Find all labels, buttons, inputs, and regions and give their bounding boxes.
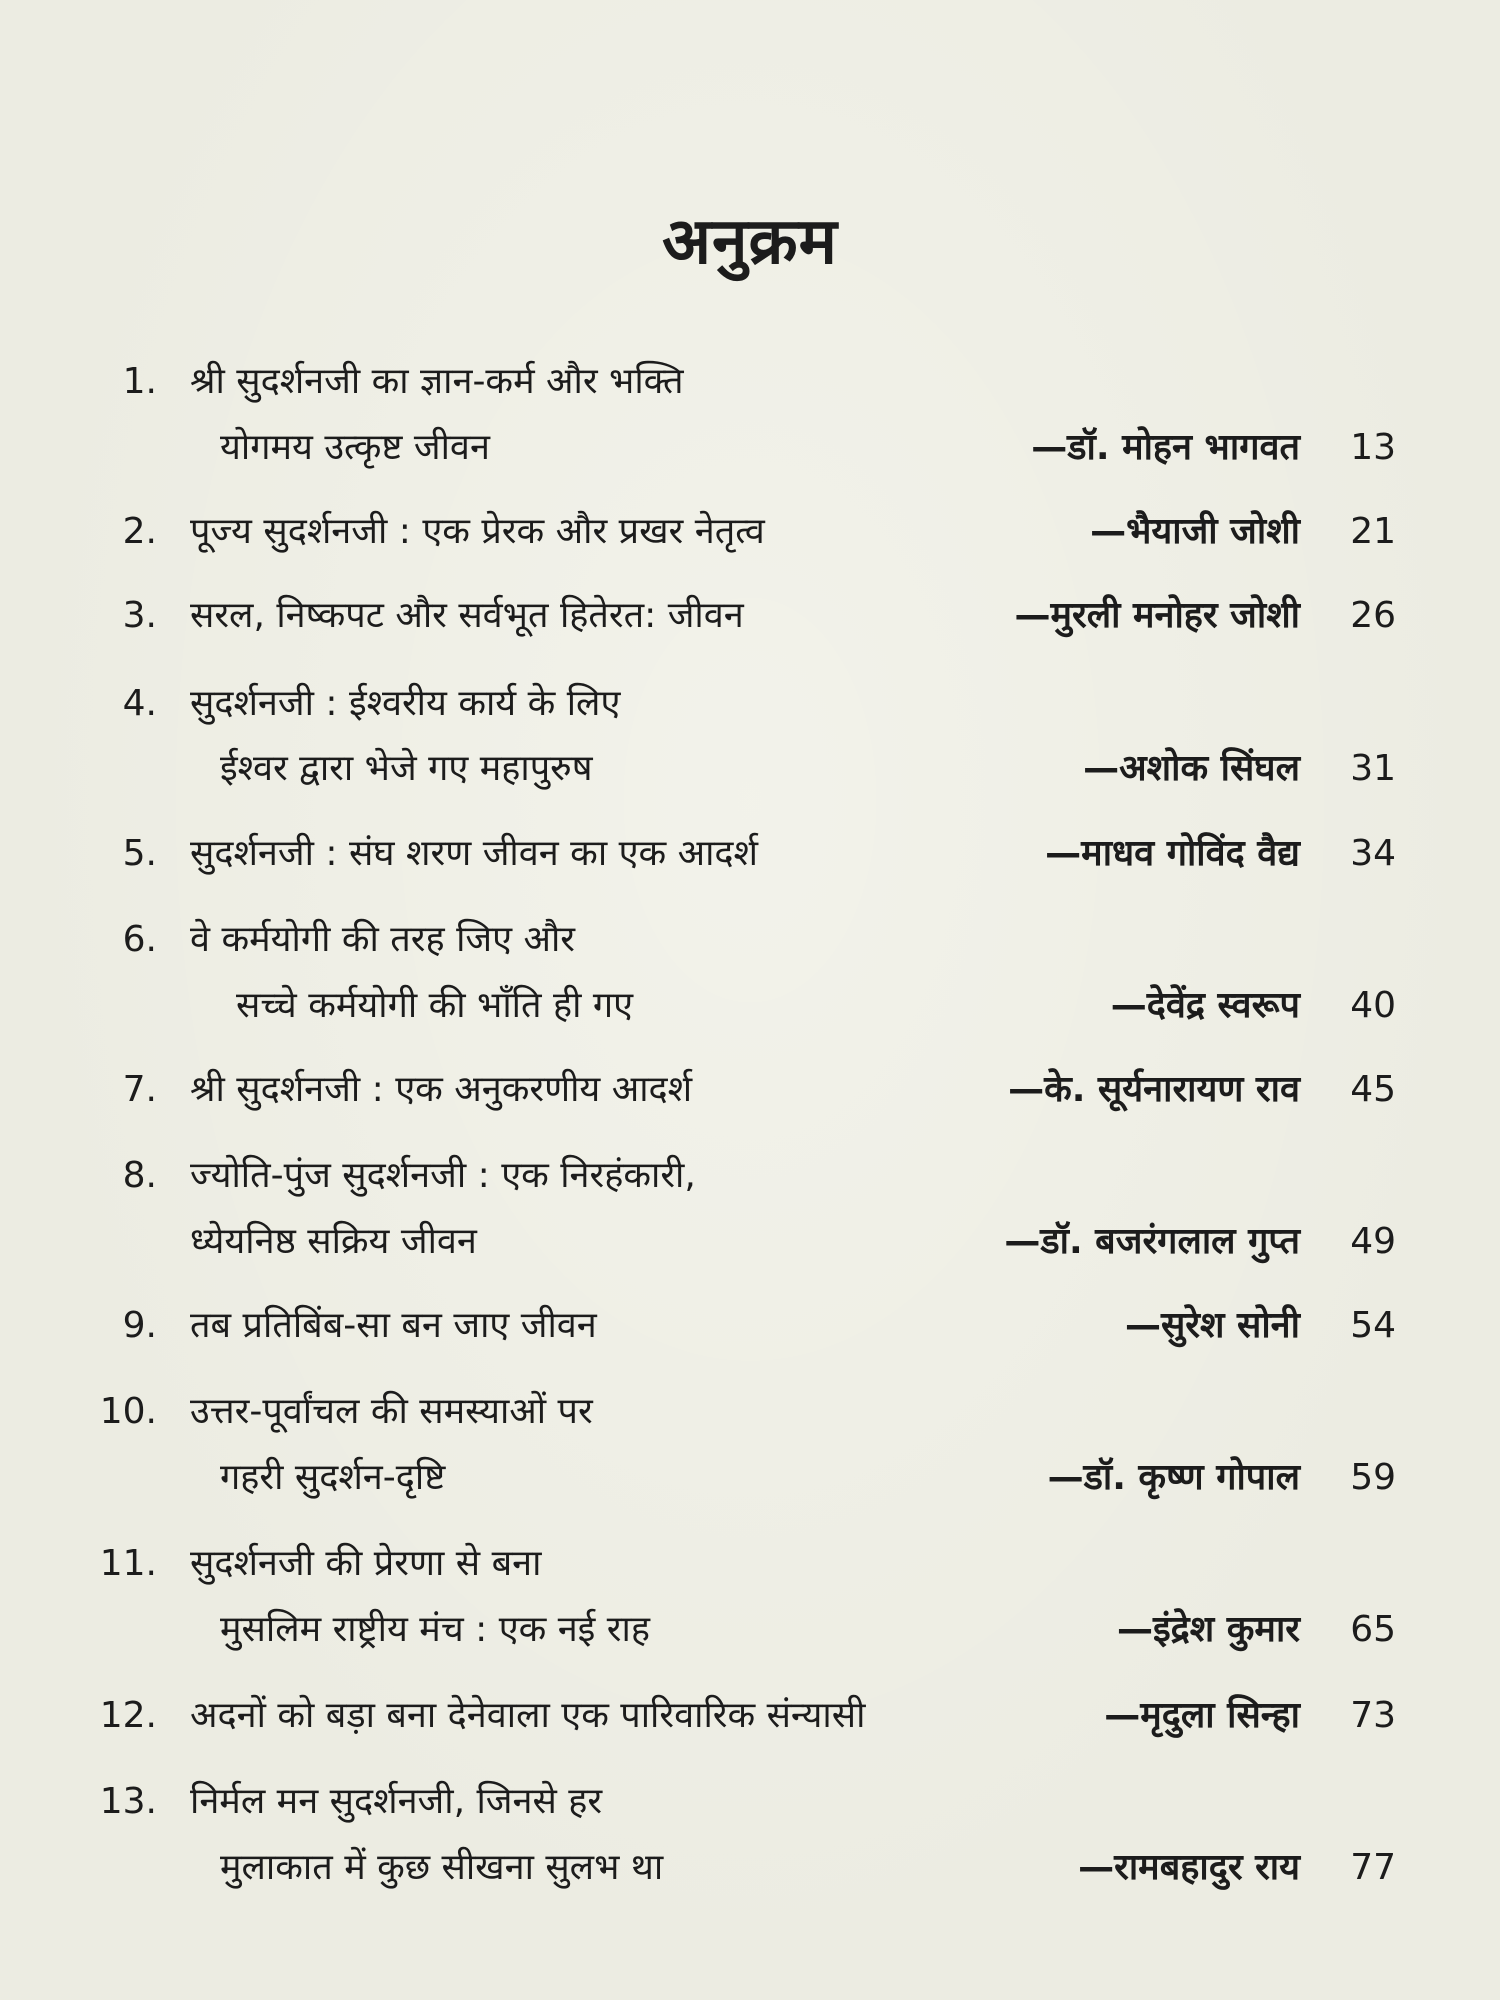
entry-number: 7. [122,1069,157,1110]
entry-title: ज्योति-पुंज सुदर्शनजी : एक निरहंकारी, [190,1155,696,1196]
entry-number: 11. [99,1543,157,1584]
toc-entry-9 [0,1296,1500,1356]
toc-entry-1-line2 [0,418,1500,478]
entry-number: 2. [122,511,157,552]
entry-page-number: 13 [1350,427,1396,468]
entry-page-number: 65 [1350,1609,1396,1650]
entry-page-number: 77 [1350,1847,1396,1888]
entry-page-number: 40 [1350,985,1396,1026]
entry-title: श्री सुदर्शनजी का ज्ञान-कर्म और भक्ति [190,361,684,402]
entry-author: —के. सूर्यनारायण राव [1008,1069,1300,1110]
entry-author: —डॉ. बजरंगलाल गुप्त [1004,1221,1300,1262]
toc-entry-3 [0,586,1500,646]
page-title: अनुक्रम [662,205,838,279]
toc-entry-5 [0,824,1500,884]
toc-entry-10-line1 [0,1382,1500,1442]
toc-entry-4-line2 [0,739,1500,799]
entry-title: सुदर्शनजी : ईश्वरीय कार्य के लिए [190,683,621,724]
entry-title: अदनों को बड़ा बना देनेवाला एक पारिवारिक संन्यासी [190,1695,866,1736]
toc-entry-12 [0,1686,1500,1746]
entry-author: —अशोक सिंघल [1083,748,1300,789]
toc-entry-10-line2 [0,1448,1500,1508]
entry-title: तब प्रतिबिंब-सा बन जाए जीवन [190,1305,597,1346]
entry-title: सुदर्शनजी : संघ शरण जीवन का एक आदर्श [190,833,758,874]
entry-number: 12. [99,1695,157,1736]
toc-entry-13-line1 [0,1772,1500,1832]
entry-title-continued: मुसलिम राष्ट्रीय मंच : एक नई राह [220,1609,650,1650]
entry-page-number: 54 [1350,1305,1396,1346]
entry-title-continued: ईश्वर द्वारा भेजे गए महापुरुष [220,748,593,789]
entry-page-number: 31 [1350,748,1396,789]
entry-title-continued: मुलाकात में कुछ सीखना सुलभ था [220,1847,664,1888]
entry-author: —माधव गोविंद वैद्य [1045,833,1300,874]
entry-title-continued: गहरी सुदर्शन-दृष्टि [220,1457,446,1498]
entry-title-continued: सच्चे कर्मयोगी की भाँति ही गए [236,985,634,1026]
toc-entry-8-line1 [0,1146,1500,1206]
toc-entry-11-line2 [0,1600,1500,1660]
toc-entry-11-line1 [0,1534,1500,1594]
toc-entry-13-line2 [0,1838,1500,1898]
entry-number: 9. [122,1305,157,1346]
entry-title: श्री सुदर्शनजी : एक अनुकरणीय आदर्श [190,1069,693,1110]
entry-author: —देवेंद्र स्वरूप [1110,985,1300,1026]
entry-number: 13. [99,1781,157,1822]
toc-entry-6-line2 [0,976,1500,1036]
toc-entry-6-line1 [0,910,1500,970]
entry-page-number: 21 [1350,511,1396,552]
entry-author: —मुरली मनोहर जोशी [1014,595,1300,636]
entry-title: सरल, निष्कपट और सर्वभूत हितेरत: जीवन [190,595,744,636]
entry-title-continued: ध्येयनिष्ठ सक्रिय जीवन [190,1221,477,1262]
toc-entry-2 [0,502,1500,562]
entry-number: 4. [122,683,157,724]
entry-page-number: 34 [1350,833,1396,874]
entry-title: उत्तर-पूर्वांचल की समस्याओं पर [190,1391,593,1432]
entry-author: —डॉ. मोहन भागवत [1031,427,1300,468]
entry-title: वे कर्मयोगी की तरह जिए और [190,919,576,960]
toc-entry-4-line1 [0,674,1500,734]
entry-author: —भैयाजी जोशी [1090,511,1300,552]
entry-author: —इंद्रेश कुमार [1116,1609,1300,1650]
entry-author: —रामबहादुर राय [1078,1847,1300,1888]
entry-title: निर्मल मन सुदर्शनजी, जिनसे हर [190,1781,603,1822]
entry-number: 8. [122,1155,157,1196]
entry-number: 6. [122,919,157,960]
toc-entry-1-line1 [0,352,1500,412]
entry-author: —डॉ. कृष्ण गोपाल [1047,1457,1300,1498]
entry-number: 1. [122,361,157,402]
entry-number: 5. [122,833,157,874]
entry-page-number: 49 [1350,1221,1396,1262]
entry-author: —मृदुला सिन्हा [1104,1695,1300,1736]
entry-page-number: 45 [1350,1069,1396,1110]
toc-entry-7 [0,1060,1500,1120]
entry-page-number: 59 [1350,1457,1396,1498]
entry-page-number: 73 [1350,1695,1396,1736]
entry-title-continued: योगमय उत्कृष्ट जीवन [220,427,490,468]
toc-entry-8-line2 [0,1212,1500,1272]
entry-title: पूज्य सुदर्शनजी : एक प्रेरक और प्रखर नेतृत्व [190,511,765,552]
entry-number: 3. [122,595,157,636]
entry-number: 10. [99,1391,157,1432]
entry-page-number: 26 [1350,595,1396,636]
entry-title: सुदर्शनजी की प्रेरणा से बना [190,1543,542,1584]
entry-author: —सुरेश सोनी [1124,1305,1300,1346]
